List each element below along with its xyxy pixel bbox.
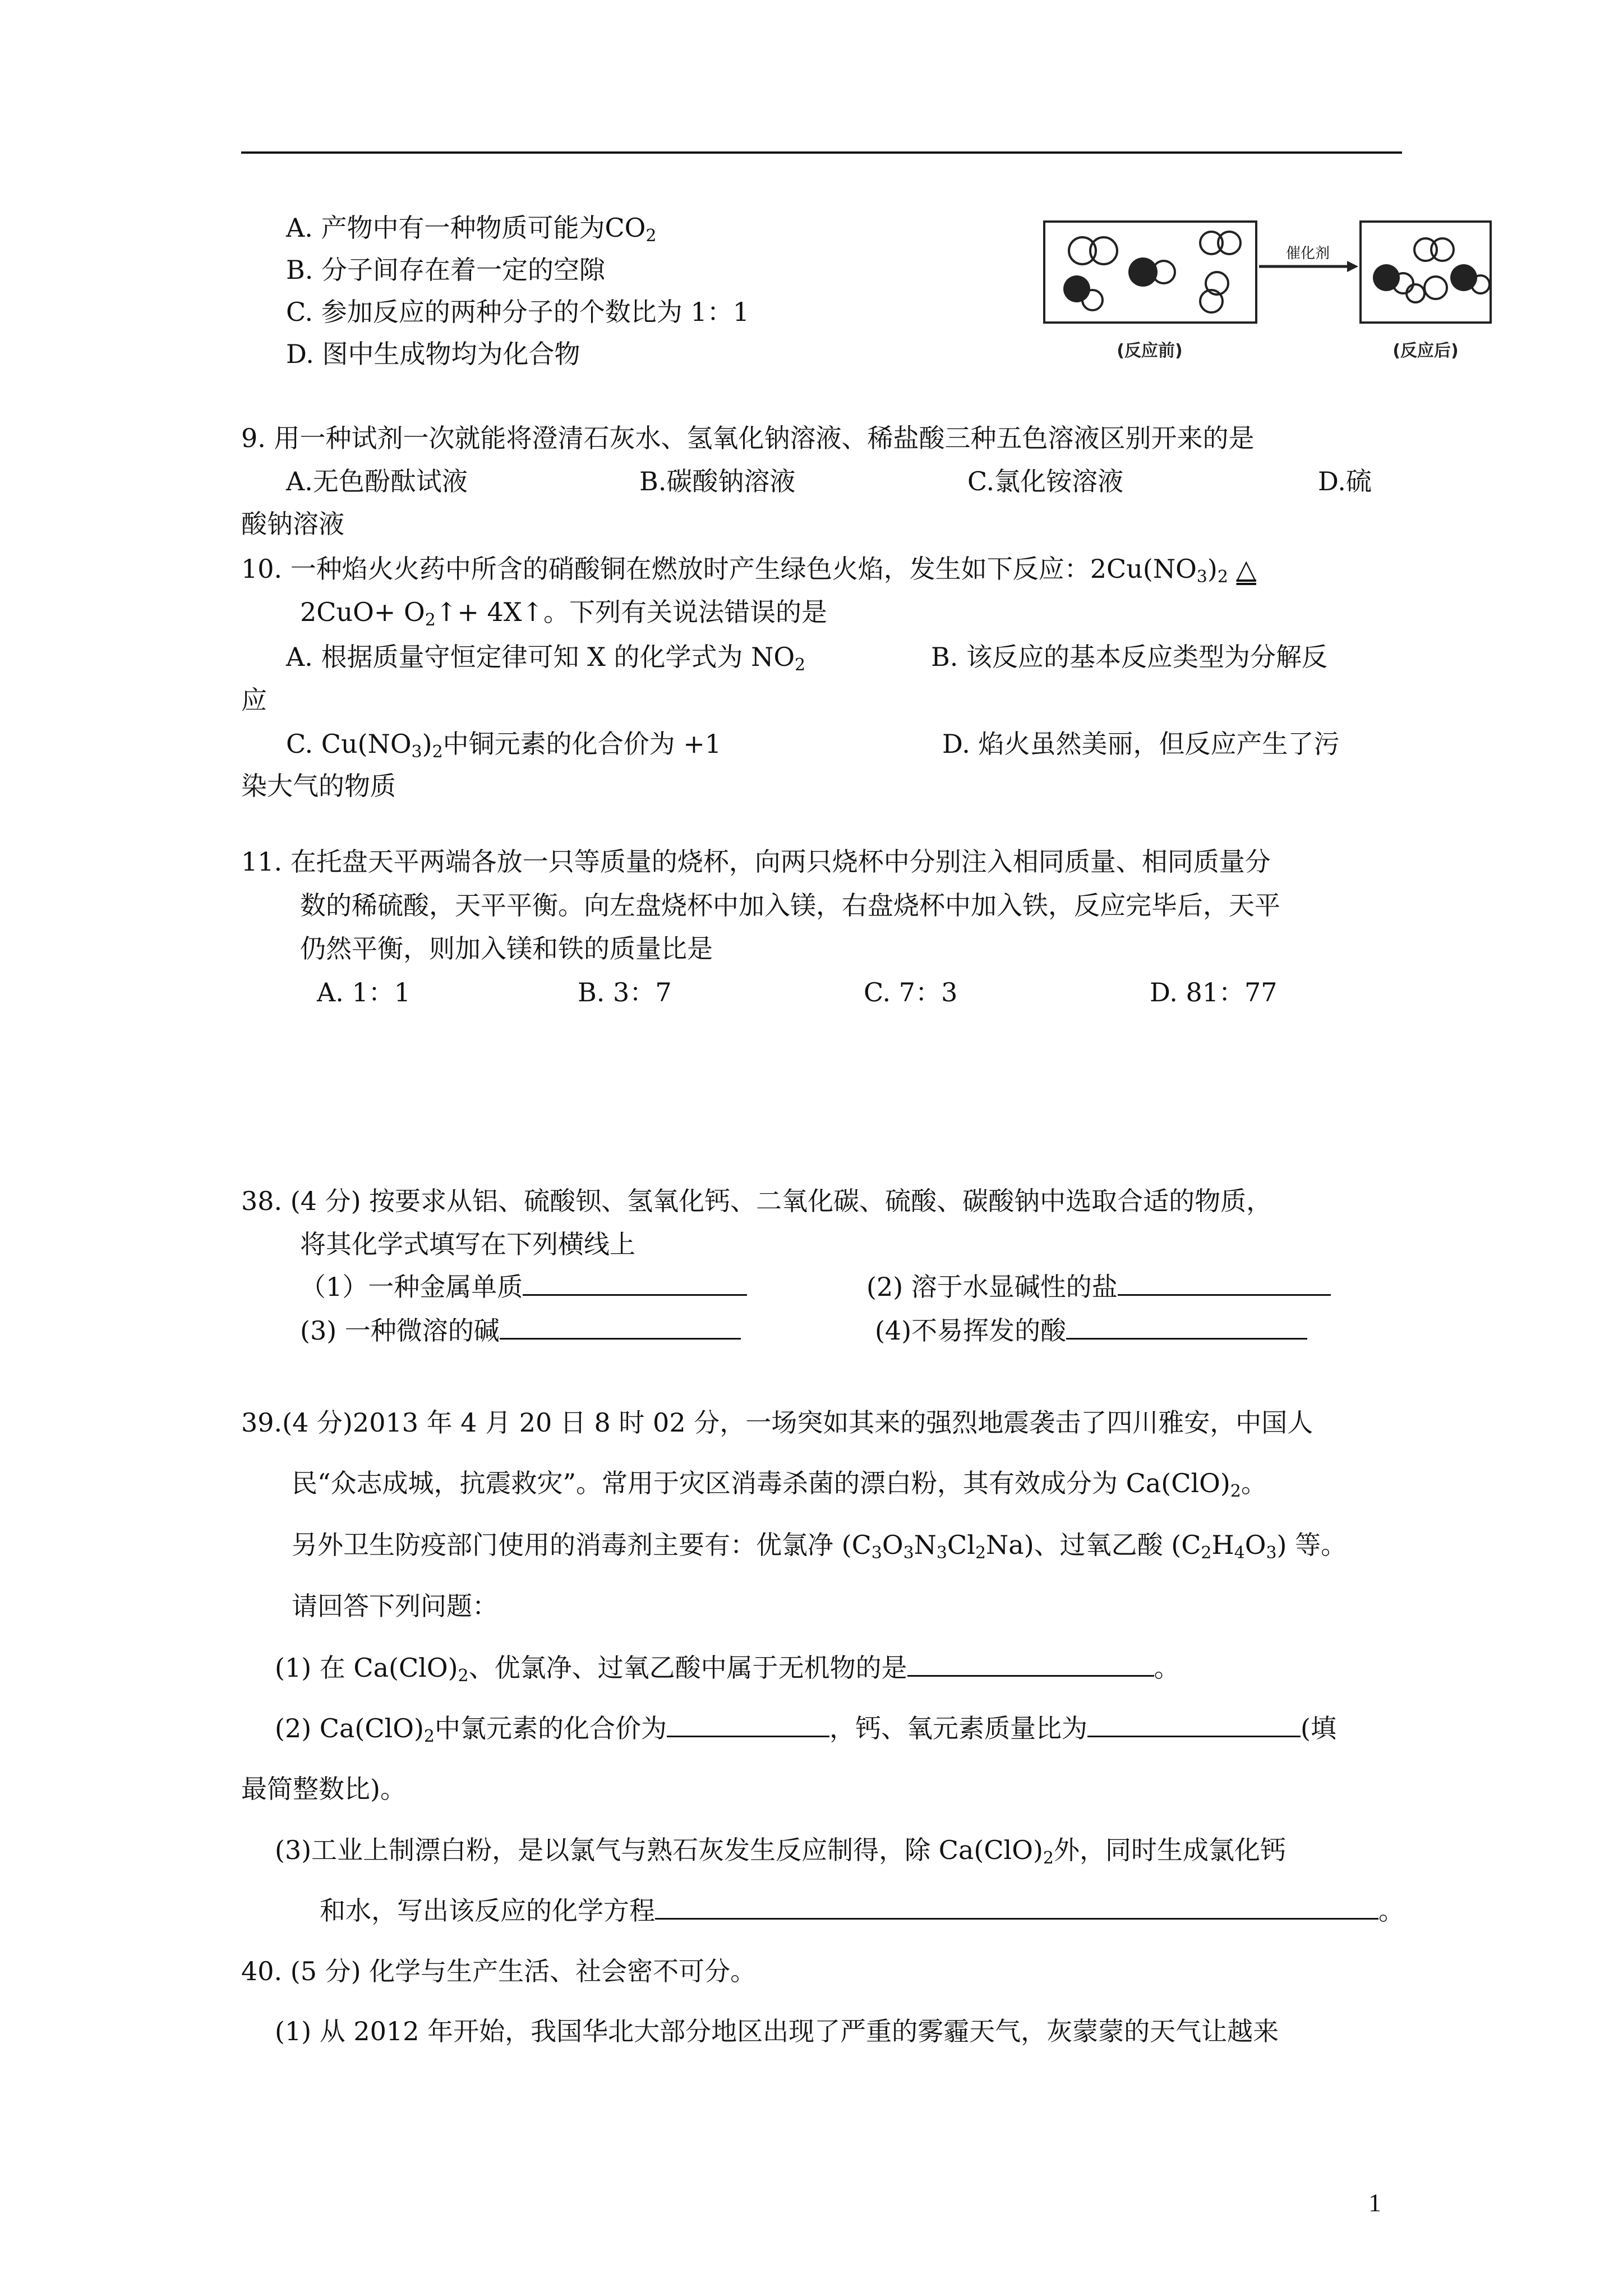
q40-line-2: (1) 从 2012 年开始，我国华北大部分地区出现了严重的雾霾天气，灰蒙蒙的天气让越来 <box>275 2016 1279 2046</box>
q39-part-1: (1) 在 $Ca(ClO)_2$、优氯净、过氧乙酸中属于无机物的是 。 <box>275 1648 1180 1686</box>
answer-blank[interactable] <box>1087 1711 1301 1737</box>
q39-line-3: 另外卫生防疫部门使用的消毒剂主要有：优氯净 $(C_3O_3N_3Cl_2Na)$、过氧乙酸 $(C_2H_4O_3)$ 等。 <box>292 1530 1347 1563</box>
q10-option-d: D. 焰火虽然美丽，但反应产生了污 <box>942 729 1340 759</box>
q11-option-b: B. 3：7 <box>578 977 672 1007</box>
after-label: (反应后) <box>1393 341 1459 361</box>
q39-line-2: 民“众志成城，抗震救灾”。常用于灾区消毒杀菌的漂白粉，其有效成分为 $Ca(ClO)_2$。 <box>292 1468 1267 1501</box>
q39-part-2-cont: 最简整数比)。 <box>241 1774 406 1804</box>
q8-option-a: A. 产物中有一种物质可能为$CO_2$ <box>286 213 657 246</box>
answer-blank[interactable] <box>655 1893 1378 1920</box>
page-number: 1 <box>1368 2188 1381 2217</box>
answer-blank[interactable] <box>667 1711 829 1737</box>
q8-option-d: D. 图中生成物均为化合物 <box>286 339 580 369</box>
q9-option-c: C.氯化铵溶液 <box>967 466 1124 496</box>
q11-line-3: 仍然平衡，则加入镁和铁的质量比是 <box>300 933 713 964</box>
q38-line-1: 38. (4 分) 按要求从铝、硫酸钡、氢氧化钙、二氧化碳、硫酸、碳酸钠中选取合适的物质， <box>241 1186 1272 1216</box>
q11-line-1: 11. 在托盘天平两端各放一只等质量的烧杯，向两只烧杯中分别注入相同质量、相同质量分 <box>241 846 1271 877</box>
q9-option-d-cont: 酸钠溶液 <box>241 509 344 539</box>
heat-symbol: △ <box>1236 554 1256 584</box>
q10-stem: 10. 一种焰火火药中所含的硝酸铜在燃放时产生绿色火焰，发生如下反应：$2Cu(NO_3)_2$ △ <box>241 554 1256 587</box>
before-box <box>1044 222 1256 323</box>
answer-blank[interactable] <box>1066 1313 1307 1340</box>
q11-option-d: D. 81：77 <box>1150 977 1278 1007</box>
q9-option-a: A.无色酚酞试液 <box>286 466 468 496</box>
q40-line-1: 40. (5 分) 化学与生产生活、社会密不可分。 <box>241 1956 757 1986</box>
answer-blank[interactable] <box>500 1313 741 1340</box>
q38-line-2: 将其化学式填写在下列横线上 <box>300 1229 635 1259</box>
q8-option-b: B. 分子间存在着一定的空隙 <box>286 255 606 285</box>
before-label: (反应前) <box>1117 341 1183 361</box>
q39-part-3-line-2: 和水，写出该反应的化学方程 。 <box>320 1890 1404 1927</box>
q38-part-2: (2) 溶于水显碱性的盐 <box>866 1267 1331 1304</box>
q11-line-2: 数的稀硫酸，天平平衡。向左盘烧杯中加入镁，右盘烧杯中加入铁，反应完毕后，天平 <box>300 890 1280 921</box>
q11-option-c: C. 7：3 <box>864 977 958 1007</box>
header-rule <box>241 151 1402 154</box>
catalyst-arrow <box>1259 245 1358 272</box>
q39-line-4: 请回答下列问题： <box>292 1591 498 1621</box>
q10-option-d-cont: 染大气的物质 <box>241 771 396 801</box>
answer-blank[interactable] <box>523 1269 747 1296</box>
q9-option-d: D.硫 <box>1318 466 1372 496</box>
q10-option-c: C. $Cu(NO_3)_2$中铜元素的化合价为 +1 <box>286 729 722 762</box>
q39-part-3: (3)工业上制漂白粉，是以氯气与熟石灰发生反应制得，除 $Ca(ClO)_2$外，同时生成氯化钙 <box>275 1835 1287 1868</box>
q39-part-2: (2) $Ca(ClO)_2$中氯元素的化合价为 ，钙、氧元素质量比为 (填 <box>275 1708 1336 1746</box>
q11-option-a: A. 1：1 <box>317 977 411 1007</box>
answer-blank[interactable] <box>1118 1269 1331 1296</box>
q10-equation: $2CuO+ O_2↑+$ 4X↑。下列有关说法错误的是 <box>300 597 828 630</box>
q38-part-4: (4)不易挥发的酸 <box>875 1310 1307 1347</box>
q9-stem: 9. 用一种试剂一次就能将澄清石灰水、氢氧化钠溶液、稀盐酸三种五色溶液区别开来的是 <box>241 423 1255 453</box>
catalyst-label: 催化剂 <box>1285 245 1330 262</box>
q8-option-c: C. 参加反应的两种分子的个数比为 1：1 <box>286 297 749 327</box>
answer-blank[interactable] <box>907 1650 1154 1677</box>
q38-part-3: (3) 一种微溶的碱 <box>300 1310 741 1347</box>
q10-option-b: B. 该反应的基本反应类型为分解反 <box>931 642 1328 672</box>
q10-option-b-cont: 应 <box>241 685 267 715</box>
reaction-diagram <box>1043 216 1492 367</box>
after-box <box>1361 222 1491 323</box>
q9-option-b: B.碳酸钠溶液 <box>639 466 796 496</box>
q39-line-1: 39.(4 分)2013 年 4 月 20 日 8 时 02 分，一场突如其来的强烈地震袭击了四川雅安，中国人 <box>241 1407 1313 1438</box>
q10-option-a: A. 根据质量守恒定律可知 X 的化学式为 $NO_2$ <box>286 642 806 675</box>
q38-part-1: （1）一种金属单质 <box>300 1267 747 1304</box>
